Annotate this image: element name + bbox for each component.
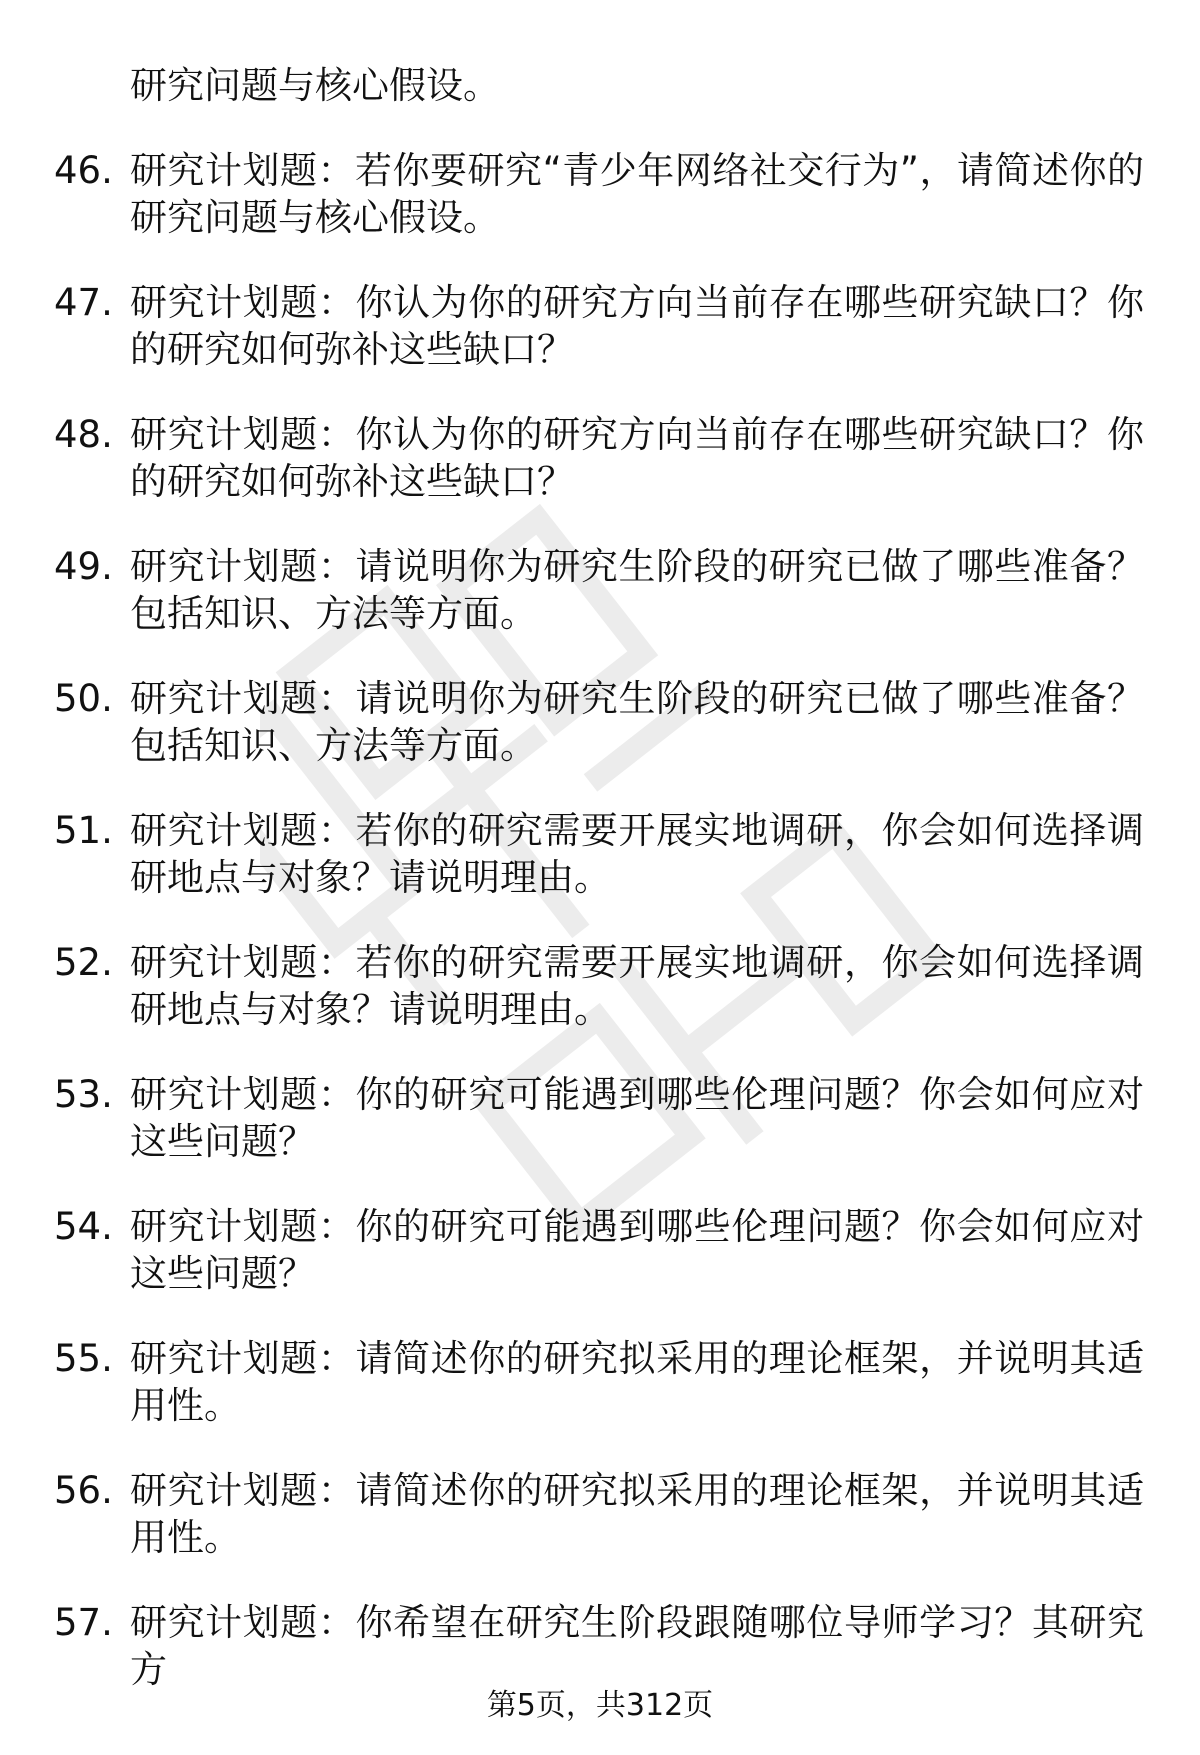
list-item bbox=[54, 1335, 1144, 1429]
list-item bbox=[54, 1071, 1144, 1165]
question-number: 56. bbox=[54, 1469, 113, 1512]
question-text: 研究计划题：请简述你的研究拟采用的理论框架，并说明其适用性。 bbox=[130, 1469, 1144, 1559]
question-number: 53. bbox=[54, 1073, 113, 1116]
list-item bbox=[54, 543, 1144, 637]
list-item bbox=[54, 147, 1144, 241]
question-text: 研究计划题：若你的研究需要开展实地调研，你会如何选择调研地点与对象？请说明理由。 bbox=[130, 941, 1144, 1031]
list-item bbox=[54, 1599, 1144, 1693]
list-item bbox=[54, 1467, 1144, 1561]
list-item bbox=[54, 939, 1144, 1033]
question-list bbox=[54, 62, 1144, 1731]
question-number: 57. bbox=[54, 1601, 113, 1644]
question-text: 研究计划题：请说明你为研究生阶段的研究已做了哪些准备？包括知识、方法等方面。 bbox=[130, 677, 1144, 767]
question-text: 研究计划题：你希望在研究生阶段跟随哪位导师学习？其研究方 bbox=[130, 1601, 1144, 1691]
question-number: 51. bbox=[54, 809, 113, 852]
question-number: 49. bbox=[54, 545, 113, 588]
question-text: 研究计划题：你认为你的研究方向当前存在哪些研究缺口？你的研究如何弥补这些缺口？ bbox=[130, 281, 1144, 371]
page-footer: 第5页，共312页 bbox=[486, 1688, 714, 1723]
question-text: 研究计划题：请说明你为研究生阶段的研究已做了哪些准备？包括知识、方法等方面。 bbox=[130, 545, 1144, 635]
question-text: 研究计划题：你的研究可能遇到哪些伦理问题？你会如何应对这些问题？ bbox=[130, 1073, 1144, 1163]
question-number: 54. bbox=[54, 1205, 113, 1248]
question-number: 52. bbox=[54, 941, 113, 984]
list-item bbox=[54, 675, 1144, 769]
list-item bbox=[54, 807, 1144, 901]
question-text: 研究计划题：你认为你的研究方向当前存在哪些研究缺口？你的研究如何弥补这些缺口？ bbox=[130, 413, 1144, 503]
question-number: 47. bbox=[54, 281, 113, 324]
question-number: 55. bbox=[54, 1337, 113, 1380]
question-number: 46. bbox=[54, 149, 113, 192]
question-text: 研究计划题：若你的研究需要开展实地调研，你会如何选择调研地点与对象？请说明理由。 bbox=[130, 809, 1144, 899]
question-number: 50. bbox=[54, 677, 113, 720]
continuation-text: 研究问题与核心假设。 bbox=[130, 64, 500, 107]
question-text: 研究计划题：若你要研究“青少年网络社交行为”，请简述你的研究问题与核心假设。 bbox=[130, 149, 1144, 239]
question-number: 48. bbox=[54, 413, 113, 456]
question-text: 研究计划题：你的研究可能遇到哪些伦理问题？你会如何应对这些问题？ bbox=[130, 1205, 1144, 1295]
question-text: 研究计划题：请简述你的研究拟采用的理论框架，并说明其适用性。 bbox=[130, 1337, 1144, 1427]
list-item bbox=[54, 1203, 1144, 1297]
list-item bbox=[54, 279, 1144, 373]
list-item bbox=[54, 411, 1144, 505]
